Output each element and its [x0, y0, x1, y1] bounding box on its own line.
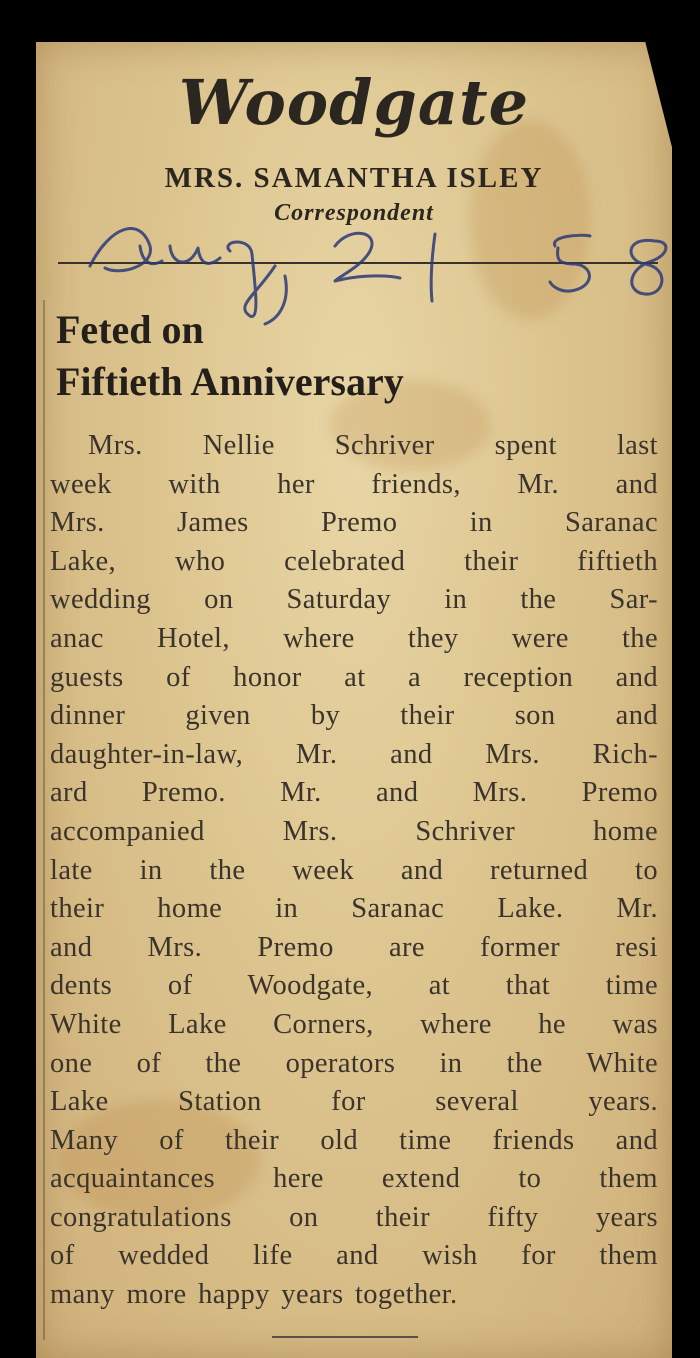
article-body — [50, 427, 658, 1315]
body-line: Lake Station for several years. — [50, 1086, 658, 1118]
headline-line-1: Feted on — [56, 307, 204, 352]
body-line: week with her friends, Mr. and — [50, 468, 658, 500]
column-title: Woodgate — [178, 66, 530, 139]
body-line: one of the operators in the White — [50, 1047, 658, 1079]
body-line: accompanied Mrs. Schriver home — [50, 815, 658, 847]
article-end-rule — [272, 1336, 418, 1338]
correspondent-name: MRS. SAMANTHA ISLEY — [164, 162, 544, 194]
body-line: Mrs. Nellie Schriver spent last — [88, 430, 658, 461]
body-line: their home in Saranac Lake. Mr. — [50, 893, 658, 925]
body-line: ard Premo. Mr. and Mrs. Premo — [50, 777, 658, 809]
body-line: guests of honor at a reception and — [50, 661, 658, 693]
headline-line-2: Fiftieth Anniversary — [56, 359, 404, 404]
body-line: late in the week and returned to — [50, 854, 658, 886]
body-line: dents of Woodgate, at that time — [50, 970, 658, 1002]
correspondent-role: Correspondent — [274, 200, 434, 226]
body-line: Mrs. James Premo in Saranac — [50, 507, 658, 539]
body-line: Many of their old time friends and — [50, 1124, 658, 1156]
body-line: dinner given by their son and — [50, 700, 658, 732]
body-line: and Mrs. Premo are former resi — [50, 931, 658, 963]
body-line: acquaintances here extend to them — [50, 1163, 658, 1195]
body-line: daughter-in-law, Mr. and Mrs. Rich- — [50, 738, 658, 770]
body-line: wedding on Saturday in the Sar- — [50, 584, 658, 616]
body-line: congratulations on their fifty years — [50, 1201, 658, 1233]
body-line: Lake, who celebrated their fiftieth — [50, 545, 658, 577]
body-line: many more happy years together. — [50, 1279, 458, 1311]
column-edge-line — [43, 300, 45, 1340]
body-line: anac Hotel, where they were the — [50, 622, 658, 654]
body-line: White Lake Corners, where he was — [50, 1008, 658, 1040]
body-line: of wedded life and wish for them — [50, 1240, 658, 1272]
